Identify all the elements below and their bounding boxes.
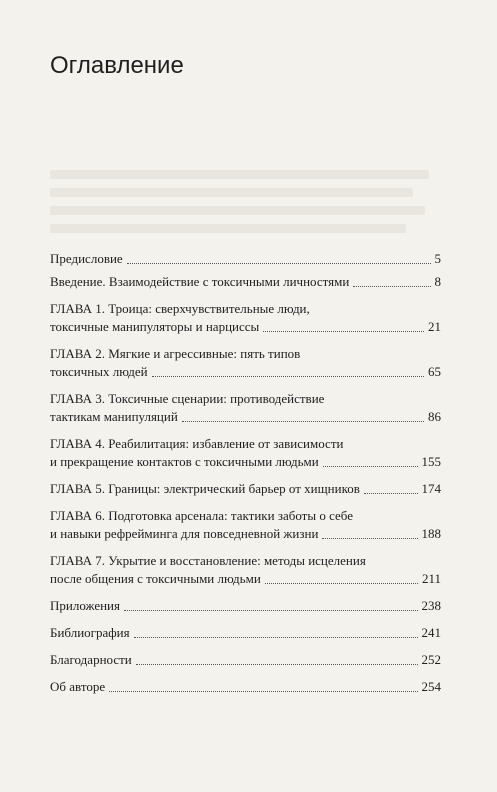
toc-entry-chapter-4[interactable] xyxy=(50,435,441,471)
toc-entry-chapter-6[interactable] xyxy=(50,507,441,543)
toc-entry-title-line1: ГЛАВА 7. Укрытие и восстановление: методы исцеления xyxy=(50,553,366,568)
toc-entry-title: Предисловие xyxy=(50,251,123,266)
toc-entry-title: и навыки рефрейминга для повседневной жизни xyxy=(50,526,319,541)
toc-entry-title: после общения с токсичными людьми xyxy=(50,571,261,586)
toc-page-number: 252 xyxy=(421,652,441,667)
toc-page-number: 86 xyxy=(428,409,441,424)
toc-entry-about-author[interactable] xyxy=(50,678,441,696)
toc-entry-title: токсичные манипуляторы и нарциссы xyxy=(50,319,260,334)
toc-page-number: 21 xyxy=(428,319,441,334)
toc-entry-title: ГЛАВА 5. Границы: электрический барьер от хищников xyxy=(50,481,360,496)
toc-entry-title: Введение. Взаимодействие с токсичными личностями xyxy=(50,274,350,289)
dot-leader xyxy=(124,610,418,611)
page-title: Оглавление xyxy=(50,52,184,79)
dot-leader xyxy=(136,664,418,665)
dot-leader xyxy=(353,286,430,287)
toc-entry-title: Благодарности xyxy=(50,652,132,667)
toc-entry-chapter-2[interactable] xyxy=(50,345,441,381)
toc-entry-title: Библиография xyxy=(50,625,130,640)
toc-entry-appendices[interactable] xyxy=(50,597,441,615)
toc-page-number: 8 xyxy=(434,274,441,289)
toc-entry-preface[interactable] xyxy=(50,250,441,268)
toc-entry-chapter-5[interactable] xyxy=(50,480,441,498)
dot-leader xyxy=(127,263,431,264)
toc-entry-title: Об авторе xyxy=(50,679,106,694)
toc-page-number: 254 xyxy=(421,679,441,694)
toc-entry-title-line1: ГЛАВА 4. Реабилитация: избавление от зависимости xyxy=(50,436,344,451)
toc-entry-title-line1: ГЛАВА 2. Мягкие и агрессивные: пять типов xyxy=(50,346,301,361)
table-of-contents xyxy=(50,250,441,696)
dot-leader xyxy=(263,331,424,332)
bleed-through-text xyxy=(50,170,445,242)
toc-entry-chapter-1[interactable] xyxy=(50,300,441,336)
toc-page-number: 241 xyxy=(421,625,441,640)
dot-leader xyxy=(323,466,418,467)
toc-entry-chapter-7[interactable] xyxy=(50,552,441,588)
dot-leader xyxy=(152,376,424,377)
dot-leader xyxy=(322,538,417,539)
dot-leader xyxy=(364,493,418,494)
toc-page-number: 238 xyxy=(421,598,441,613)
toc-entry-title-line1: ГЛАВА 1. Троица: сверхчувствительные люди, xyxy=(50,301,310,316)
toc-entry-chapter-3[interactable] xyxy=(50,390,441,426)
toc-entry-introduction[interactable] xyxy=(50,273,441,291)
toc-page-number: 188 xyxy=(421,526,441,541)
toc-entry-title-line1: ГЛАВА 3. Токсичные сценарии: противодействие xyxy=(50,391,325,406)
toc-entry-acknowledgements[interactable] xyxy=(50,651,441,669)
toc-page-number: 5 xyxy=(434,251,441,266)
toc-page-number: 211 xyxy=(421,571,441,586)
toc-entry-bibliography[interactable] xyxy=(50,624,441,642)
dot-leader xyxy=(182,421,424,422)
dot-leader xyxy=(134,637,418,638)
dot-leader xyxy=(109,691,417,692)
toc-entry-title-line1: ГЛАВА 6. Подготовка арсенала: тактики заботы о себе xyxy=(50,508,354,523)
toc-page-number: 155 xyxy=(421,454,441,469)
dot-leader xyxy=(265,583,418,584)
toc-page-number: 174 xyxy=(421,481,441,496)
toc-entry-title: и прекращение контактов с токсичными людьми xyxy=(50,454,319,469)
toc-entry-title: тактикам манипуляций xyxy=(50,409,178,424)
toc-page-number: 65 xyxy=(428,364,441,379)
toc-entry-title: Приложения xyxy=(50,598,120,613)
toc-entry-title: токсичных людей xyxy=(50,364,148,379)
